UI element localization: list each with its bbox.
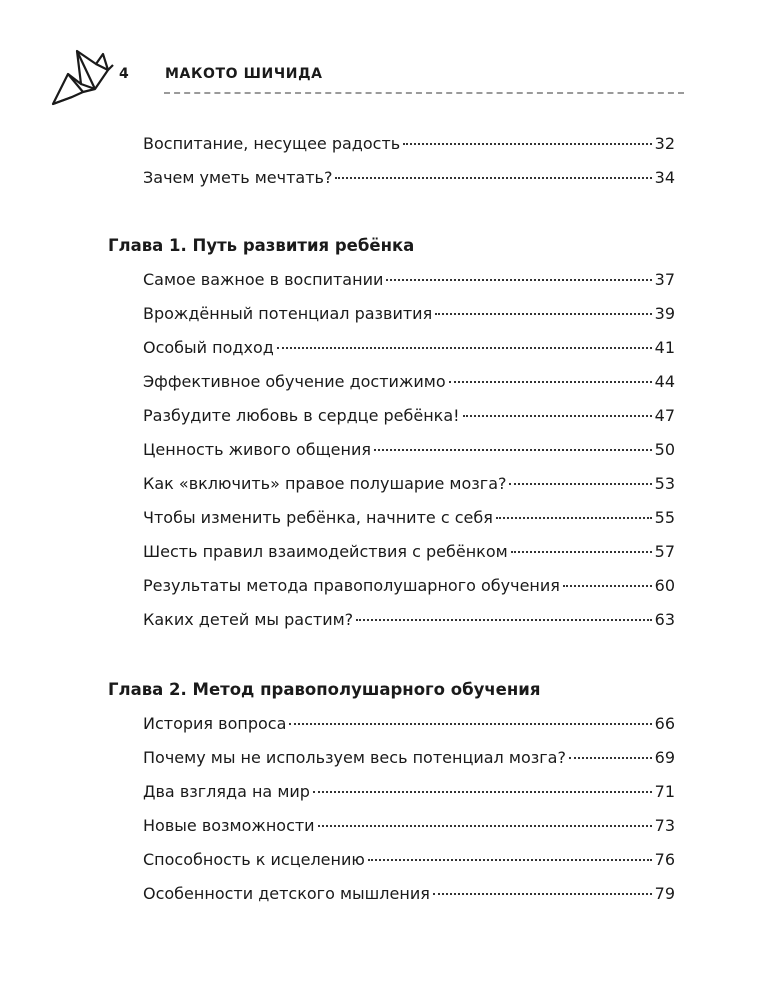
- toc-entry-page: 73: [654, 816, 675, 835]
- toc-entry[interactable]: [143, 610, 675, 634]
- toc-entry[interactable]: [143, 406, 675, 430]
- toc-entry-page: 37: [654, 270, 675, 289]
- leader-dots: [368, 859, 652, 861]
- leader-dots: [335, 177, 651, 179]
- toc-entry-title: Чтобы изменить ребёнка, начните с себя: [143, 508, 493, 527]
- leader-dots: [403, 143, 651, 145]
- toc-entry-page: 47: [654, 406, 675, 425]
- toc-entry[interactable]: [143, 134, 675, 158]
- leader-dots: [374, 449, 652, 451]
- toc-entry-page: 44: [654, 372, 675, 391]
- leader-dots: [318, 825, 652, 827]
- chapter-2-title[interactable]: Глава 2. Метод правополушарного обучения: [108, 680, 541, 699]
- leader-dots: [511, 551, 652, 553]
- leader-dots: [289, 723, 651, 725]
- toc-entry[interactable]: [143, 508, 675, 532]
- toc-entry-title: Новые возможности: [143, 816, 315, 835]
- toc-entry-title: История вопроса: [143, 714, 287, 733]
- toc-entry-title: Каких детей мы растим?: [143, 610, 354, 629]
- toc-entry-page: 50: [654, 440, 675, 459]
- toc-entry[interactable]: [143, 884, 675, 908]
- toc-entry[interactable]: [143, 338, 675, 362]
- origami-crane-icon: [50, 48, 116, 110]
- toc-entry-title: Почему мы не используем весь потенциал мозга?: [143, 748, 566, 767]
- leader-dots: [386, 279, 651, 281]
- toc-entry-page: 55: [654, 508, 675, 527]
- leader-dots: [277, 347, 652, 349]
- page-number: 4: [119, 66, 130, 82]
- toc-entry[interactable]: [143, 440, 675, 464]
- toc-entry[interactable]: [143, 850, 675, 874]
- leader-dots: [313, 791, 652, 793]
- leader-dots: [496, 517, 652, 519]
- toc-entry[interactable]: [143, 270, 675, 294]
- header-divider: [164, 92, 684, 94]
- toc-entry-page: 76: [654, 850, 675, 869]
- toc-entry-page: 39: [654, 304, 675, 323]
- leader-dots: [563, 585, 652, 587]
- toc-entry[interactable]: [143, 542, 675, 566]
- leader-dots: [433, 893, 652, 895]
- toc-entry-title: Зачем уметь мечтать?: [143, 168, 333, 187]
- toc-entry-page: 66: [654, 714, 675, 733]
- toc-entry-title: Шесть правил взаимодействия с ребёнком: [143, 542, 508, 561]
- toc-entry-page: 69: [654, 748, 675, 767]
- toc-entry-title: Способность к исцелению: [143, 850, 365, 869]
- toc-entry-title: Как «включить» правое полушарие мозга?: [143, 474, 507, 493]
- leader-dots: [463, 415, 652, 417]
- toc-entry-title: Воспитание, несущее радость: [143, 134, 401, 153]
- toc-entry[interactable]: [143, 304, 675, 328]
- toc-entry[interactable]: [143, 168, 675, 192]
- toc-entry-page: 71: [654, 782, 675, 801]
- toc-entry-title: Врождённый потенциал развития: [143, 304, 433, 323]
- leader-dots: [356, 619, 651, 621]
- leader-dots: [509, 483, 651, 485]
- toc-entry-page: 60: [654, 576, 675, 595]
- toc-entry-title: Два взгляда на мир: [143, 782, 310, 801]
- toc-entry[interactable]: [143, 748, 675, 772]
- toc-entry[interactable]: [143, 714, 675, 738]
- toc-entry-title: Ценность живого общения: [143, 440, 371, 459]
- toc-entry[interactable]: [143, 372, 675, 396]
- toc-entry-page: 53: [654, 474, 675, 493]
- toc-entry-title: Особенности детского мышления: [143, 884, 430, 903]
- toc-entry-title: Разбудите любовь в сердце ребёнка!: [143, 406, 460, 425]
- leader-dots: [435, 313, 651, 315]
- toc-entry[interactable]: [143, 576, 675, 600]
- toc-entry-page: 41: [654, 338, 675, 357]
- toc-entry-page: 32: [654, 134, 675, 153]
- toc-entry-page: 34: [654, 168, 675, 187]
- toc-entry-page: 57: [654, 542, 675, 561]
- toc-entry-title: Эффективное обучение достижимо: [143, 372, 446, 391]
- chapter-1-title[interactable]: Глава 1. Путь развития ребёнка: [108, 236, 415, 255]
- leader-dots: [569, 757, 652, 759]
- toc-entry-page: 79: [654, 884, 675, 903]
- toc-entry-title: Результаты метода правополушарного обучения: [143, 576, 560, 595]
- toc-entry-title: Самое важное в воспитании: [143, 270, 384, 289]
- running-header-author: МАКОТО ШИЧИДА: [165, 66, 323, 82]
- toc-entry-page: 63: [654, 610, 675, 629]
- leader-dots: [449, 381, 652, 383]
- toc-entry[interactable]: [143, 816, 675, 840]
- toc-entry-title: Особый подход: [143, 338, 274, 357]
- toc-entry[interactable]: [143, 782, 675, 806]
- toc-entry[interactable]: [143, 474, 675, 498]
